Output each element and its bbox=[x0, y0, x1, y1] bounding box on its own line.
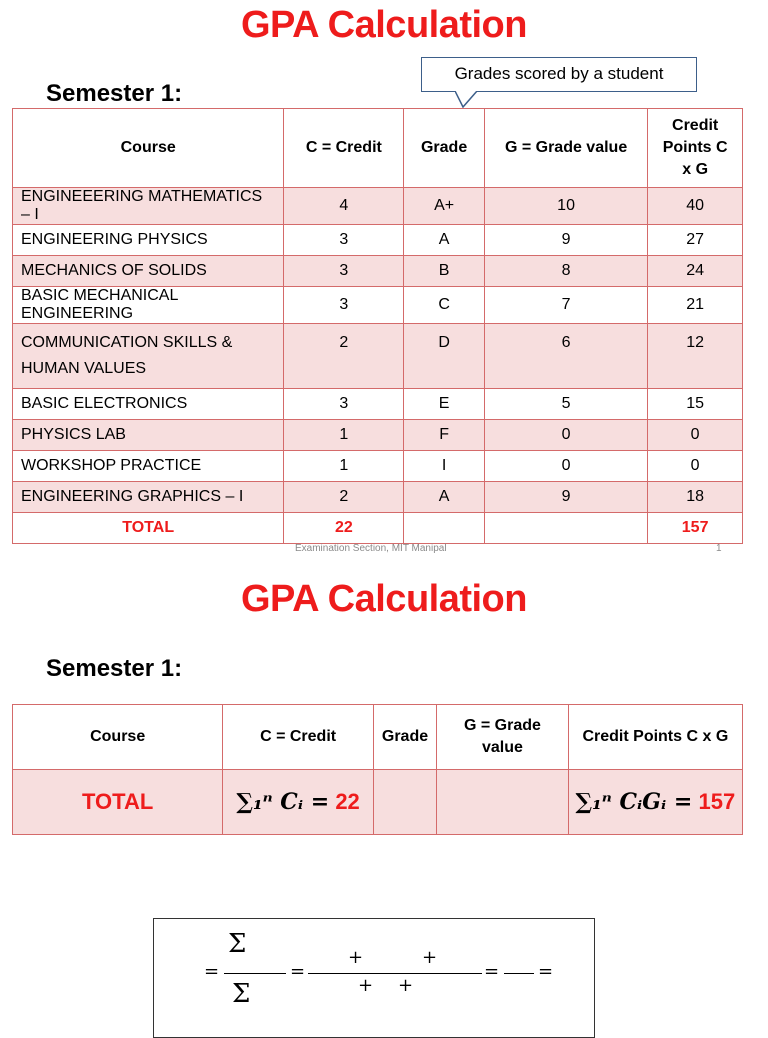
grade-cell: A bbox=[404, 482, 485, 513]
credit-points-cell: 40 bbox=[648, 188, 743, 225]
total-points-cell bbox=[568, 770, 742, 835]
grade-value-cell: 5 bbox=[484, 389, 647, 420]
grade-value-cell: 8 bbox=[484, 256, 647, 287]
header-grade-value: G = Grade value bbox=[437, 705, 569, 770]
course-cell: BASIC MECHANICAL ENGINEERING bbox=[13, 287, 284, 324]
table-row bbox=[13, 451, 743, 482]
formula-fraction-bar-1 bbox=[224, 973, 286, 974]
header-credit-points: Credit Points C x G bbox=[568, 705, 742, 770]
credit-points-cell: 15 bbox=[648, 389, 743, 420]
grade-cell: A bbox=[404, 225, 485, 256]
formula-plus-4: + bbox=[398, 975, 414, 996]
slide1-gpa-table bbox=[12, 108, 743, 544]
grade-value-cell: 0 bbox=[484, 420, 647, 451]
total-credit-cell bbox=[223, 770, 374, 835]
credit-points-cell: 21 bbox=[648, 287, 743, 324]
formula-sigma-numerator: Σ bbox=[228, 929, 247, 959]
header-grade-value: G = Grade value bbox=[484, 109, 647, 188]
credit-points-cell: 12 bbox=[648, 324, 743, 389]
formula-fraction-bar-2 bbox=[308, 973, 482, 974]
grade-value-cell: 6 bbox=[484, 324, 647, 389]
header-course: Course bbox=[13, 705, 223, 770]
grades-callout: Grades scored by a student bbox=[421, 57, 697, 92]
formula-sigma-denominator: Σ bbox=[232, 979, 251, 1009]
grade-cell: F bbox=[404, 420, 485, 451]
slide2-semester-heading: Semester 1: bbox=[46, 655, 183, 682]
table-row bbox=[13, 188, 743, 225]
credit-cell: 1 bbox=[284, 451, 404, 482]
slide2-total-table bbox=[12, 704, 743, 835]
grade-value-cell: 7 bbox=[484, 287, 647, 324]
credit-points-cell: 0 bbox=[648, 451, 743, 482]
table-row bbox=[13, 389, 743, 420]
credit-cell: 2 bbox=[284, 324, 404, 389]
formula-equals-3: = bbox=[484, 961, 500, 982]
course-cell: WORKSHOP PRACTICE bbox=[13, 451, 284, 482]
slide2-title: GPA Calculation bbox=[241, 578, 527, 620]
course-cell: ENGINEEERING MATHEMATICS – I bbox=[13, 188, 284, 225]
total-credit-value: 22 bbox=[335, 789, 360, 814]
course-cell: MECHANICS OF SOLIDS bbox=[13, 256, 284, 287]
course-cell: COMMUNICATION SKILLS & HUMAN VALUES bbox=[13, 324, 284, 389]
credit-points-cell: 24 bbox=[648, 256, 743, 287]
grade-value-cell: 10 bbox=[484, 188, 647, 225]
grade-cell: A+ bbox=[404, 188, 485, 225]
table-header-row bbox=[13, 705, 743, 770]
credit-cell: 1 bbox=[284, 420, 404, 451]
credit-cell: 3 bbox=[284, 389, 404, 420]
grade-cell: B bbox=[404, 256, 485, 287]
header-credit: C = Credit bbox=[223, 705, 374, 770]
points-sum-expression: ∑₁ⁿ CᵢGᵢ = bbox=[575, 789, 693, 815]
total-credit: 22 bbox=[284, 513, 404, 544]
table-row bbox=[13, 324, 743, 389]
formula-equals-2: = bbox=[290, 961, 306, 982]
formula-plus-2: + bbox=[422, 947, 438, 968]
credit-points-cell: 18 bbox=[648, 482, 743, 513]
grade-cell: D bbox=[404, 324, 485, 389]
total-row bbox=[13, 513, 743, 544]
grade-cell: E bbox=[404, 389, 485, 420]
grade-cell: I bbox=[404, 451, 485, 482]
table-row bbox=[13, 256, 743, 287]
credit-cell: 2 bbox=[284, 482, 404, 513]
grade-cell: C bbox=[404, 287, 485, 324]
formula-plus-1: + bbox=[348, 947, 364, 968]
header-credit-points: Credit Points C x G bbox=[648, 109, 743, 188]
total-grade-value-cell bbox=[437, 770, 569, 835]
credit-points-cell: 0 bbox=[648, 420, 743, 451]
credit-cell: 3 bbox=[284, 287, 404, 324]
course-cell: BASIC ELECTRONICS bbox=[13, 389, 284, 420]
credit-cell: 4 bbox=[284, 188, 404, 225]
header-credit: C = Credit bbox=[284, 109, 404, 188]
grade-value-cell: 0 bbox=[484, 451, 647, 482]
table-row bbox=[13, 225, 743, 256]
table-row bbox=[13, 287, 743, 324]
course-cell: PHYSICS LAB bbox=[13, 420, 284, 451]
credit-sum-expression: ∑₁ⁿ Cᵢ = bbox=[236, 789, 330, 815]
table-row bbox=[13, 482, 743, 513]
total-grade-cell bbox=[373, 770, 436, 835]
header-grade: Grade bbox=[373, 705, 436, 770]
formula-equals-1: = bbox=[204, 961, 220, 982]
total-grade bbox=[404, 513, 485, 544]
credit-cell: 3 bbox=[284, 225, 404, 256]
credit-points-cell: 27 bbox=[648, 225, 743, 256]
header-grade: Grade bbox=[404, 109, 485, 188]
table-header-row bbox=[13, 109, 743, 188]
slide1-title: GPA Calculation bbox=[241, 4, 527, 46]
table-row bbox=[13, 420, 743, 451]
formula-plus-3: + bbox=[358, 975, 374, 996]
grade-value-cell: 9 bbox=[484, 482, 647, 513]
total-grade-value bbox=[484, 513, 647, 544]
total-label: TOTAL bbox=[13, 513, 284, 544]
total-label: TOTAL bbox=[13, 770, 223, 835]
slide1-semester-heading: Semester 1: bbox=[46, 80, 183, 107]
total-points-value: 157 bbox=[698, 789, 736, 814]
formula-fraction-bar-3 bbox=[504, 973, 534, 974]
formula-equals-4: = bbox=[538, 961, 554, 982]
header-course: Course bbox=[13, 109, 284, 188]
callout-pointer bbox=[455, 91, 485, 109]
credit-cell: 3 bbox=[284, 256, 404, 287]
total-row bbox=[13, 770, 743, 835]
course-cell: ENGINEERING PHYSICS bbox=[13, 225, 284, 256]
course-cell: ENGINEERING GRAPHICS – I bbox=[13, 482, 284, 513]
page-number: 1 bbox=[716, 543, 722, 554]
footer-text: Examination Section, MIT Manipal bbox=[295, 543, 447, 554]
total-points: 157 bbox=[648, 513, 743, 544]
gpa-formula-box bbox=[153, 918, 595, 1038]
grade-value-cell: 9 bbox=[484, 225, 647, 256]
